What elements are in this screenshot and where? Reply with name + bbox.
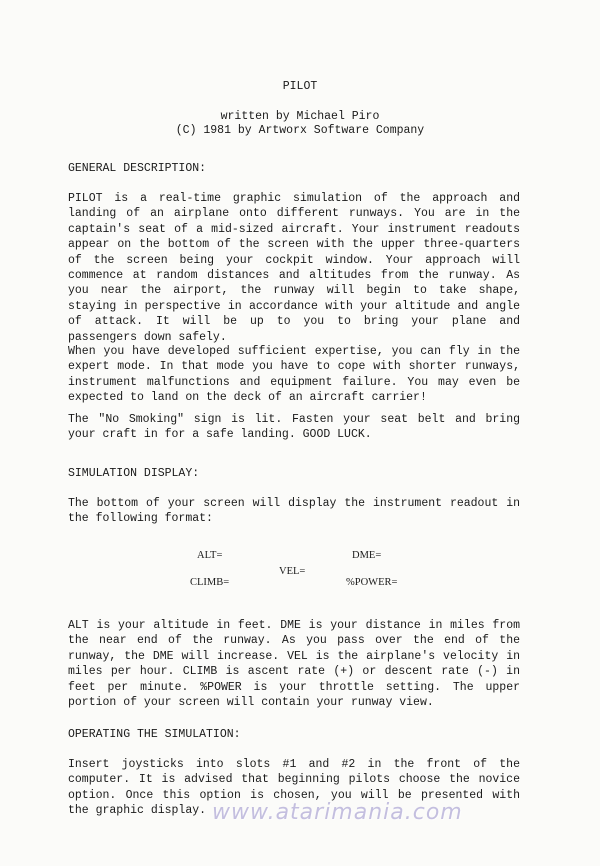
general-description-heading: GENERAL DESCRIPTION: xyxy=(68,162,207,175)
byline: written by Michael Piro xyxy=(220,110,380,123)
operating-simulation-heading: OPERATING THE SIMULATION: xyxy=(68,728,241,741)
simulation-display-heading: SIMULATION DISPLAY: xyxy=(68,467,200,480)
readout-alt-label: ALT= xyxy=(197,550,223,561)
readout-dme-label: DME= xyxy=(352,550,382,561)
general-paragraph-2: When you have developed sufficient expertise, you can fly in the expert mode. In that mode you have to cope with shorter runways, instrument malfunctions and equipment failure. You may even be expected to land on the deck of an aircraft carrier! xyxy=(68,345,520,405)
readout-power-label: %POWER= xyxy=(346,577,398,588)
operating-paragraph-1: Insert joysticks into slots #1 and #2 in the front of the computer. It is advised that beginning pilots choose the novice option. Once this option is chosen, you will be presented with the graphic display. xyxy=(68,758,520,818)
copyright-line: (C) 1981 by Artworx Software Company xyxy=(175,124,425,137)
display-paragraph-2: ALT is your altitude in feet. DME is your distance in miles from the near end of the runway. As you pass over the end of the runway, the DME will increase. VEL is the airplane's velocity in miles per hour. CLIMB is ascent rate (+) or descent rate (-) in feet per minute. %POWER is your throttle setting. The upper portion of your screen will contain your runway view. xyxy=(68,619,520,710)
display-paragraph-1: The bottom of your screen will display the instrument readout in the following format: xyxy=(68,497,520,526)
site-watermark: www.atarimania.com xyxy=(212,800,463,825)
readout-vel-label: VEL= xyxy=(279,566,306,577)
readout-climb-label: CLIMB= xyxy=(190,577,230,588)
general-paragraph-1: PILOT is a real-time graphic simulation of the approach and landing of an airplane onto different runways. You are in the captain's seat of a mid-sized aircraft. Your instrument readouts appear on the bottom of the screen with the upper three-quarters of the screen being your cockpit window. Your approach will commence at random distances and altitudes from the runway. As you near the airport, the runway will begin to take shape, staying in perspective in accordance with your altitude and angle of attack. It will be up to you to bring your plane and passengers down safely. xyxy=(68,192,520,344)
document-title: PILOT xyxy=(282,80,318,93)
general-paragraph-3: The "No Smoking" sign is lit. Fasten your seat belt and bring your craft in for a safe landing. GOOD LUCK. xyxy=(68,413,520,442)
